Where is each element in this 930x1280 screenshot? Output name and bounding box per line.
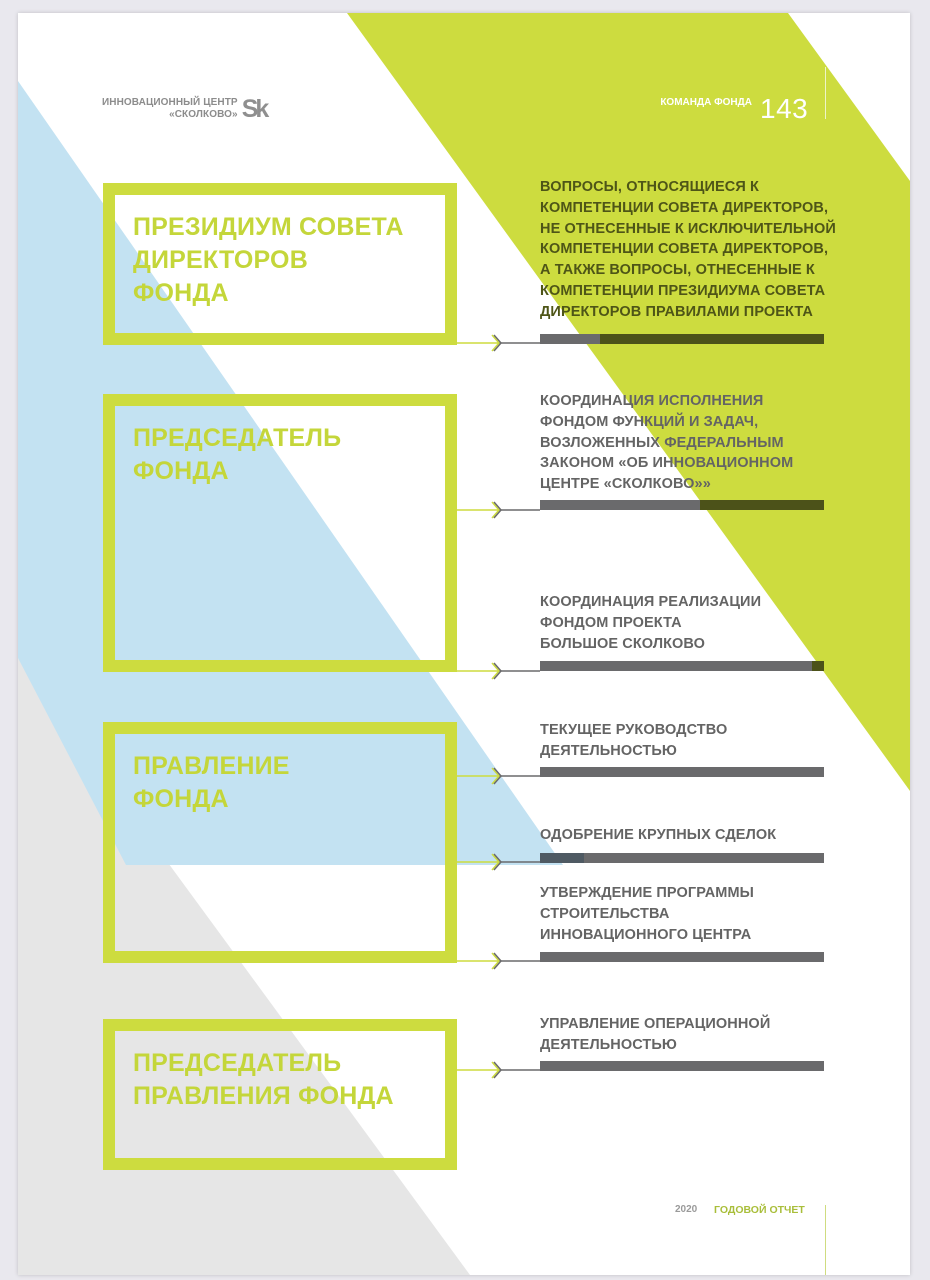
body-title-line: ДИРЕКТОРОВ [133, 246, 308, 274]
footer-divider [825, 1205, 826, 1275]
function-line: ВОПРОСЫ, ОТНОСЯЩИЕСЯ К [540, 179, 759, 195]
function-line: ФОНДОМ ПРОЕКТА [540, 614, 682, 631]
connector-layer [18, 13, 910, 1275]
connector-arrow-icon [457, 953, 540, 969]
function-line: ВОЗЛОЖЕННЫХ ФЕДЕРАЛЬНЫМ [540, 434, 784, 451]
sk-logo-mark-icon: Sk [241, 95, 267, 123]
function-line: НЕ ОТНЕСЕННЫЕ К ИСКЛЮЧИТЕЛЬНОЙ [540, 220, 836, 237]
function-line: А ТАКЖЕ ВОПРОСЫ, ОТНЕСЕННЫЕ К [540, 262, 815, 279]
function-line: ДЕЯТЕЛЬНОСТЬЮ [540, 1036, 677, 1053]
body-title-line: ПРЕДСЕДАТЕЛЬ [133, 424, 342, 452]
function-line: ДЕЯТЕЛЬНОСТЬЮ [540, 742, 677, 759]
function-line: ДИРЕКТОРОВ ПРАВИЛАМИ ПРОЕКТА [540, 303, 813, 320]
function-line: ОДОБРЕНИЕ КРУПНЫХ СДЕЛОК [540, 827, 777, 843]
function-line: КОМПЕТЕНЦИИ СОВЕТА ДИРЕКТОРОВ, [540, 241, 829, 258]
logo-line-1: ИННОВАЦИОННЫЙ ЦЕНТР [102, 97, 238, 108]
function-line: ИННОВАЦИОННОГО ЦЕНТРА [540, 926, 752, 943]
connector-arrow-icon [457, 854, 540, 870]
function-line: СТРОИТЕЛЬСТВА [540, 905, 670, 922]
function-line: УТВЕРЖДЕНИЕ ПРОГРАММЫ [540, 885, 754, 901]
function-line: УПРАВЛЕНИЕ ОПЕРАЦИОННОЙ [540, 1016, 771, 1032]
function-line: ЦЕНТРЕ «СКОЛКОВО»» [540, 476, 711, 493]
function-line: КООРДИНАЦИЯ ИСПОЛНЕНИЯ [540, 393, 764, 409]
body-title-line: ПРЕЗИДИУМ СОВЕТА [133, 213, 404, 241]
body-title-line: ФОНДА [133, 785, 229, 813]
footer-year: 2020 [675, 1204, 698, 1215]
body-title-line: ФОНДА [133, 457, 229, 485]
function-line: БОЛЬШОЕ СКОЛКОВО [540, 635, 706, 652]
function-line: КОМПЕТЕНЦИИ СОВЕТА ДИРЕКТОРОВ, [540, 199, 829, 216]
body-title-line: ПРАВЛЕНИЕ [133, 752, 290, 780]
function-line: КООРДИНАЦИЯ РЕАЛИЗАЦИИ [540, 594, 762, 610]
connector-arrow-icon [457, 502, 540, 518]
connector-arrow-icon [457, 768, 540, 784]
report-page [18, 13, 910, 1275]
connector-arrow-icon [457, 663, 540, 679]
function-line: ЗАКОНОМ «ОБ ИННОВАЦИОННОМ [540, 455, 794, 472]
footer-title: ГОДОВОЙ ОТЧЕТ [714, 1204, 805, 1216]
section-title: КОМАНДА ФОНДА [660, 97, 752, 108]
body-title-line: ПРАВЛЕНИЯ ФОНДА [133, 1082, 394, 1110]
body-title-line: ПРЕДСЕДАТЕЛЬ [133, 1049, 342, 1077]
page-number: 143 [760, 93, 809, 124]
function-line: ФОНДОМ ФУНКЦИЙ И ЗАДАЧ, [540, 413, 759, 430]
connector-arrow-icon [457, 335, 540, 351]
connector-arrow-icon [457, 1062, 540, 1078]
body-title-line: ФОНДА [133, 279, 229, 307]
function-line: КОМПЕТЕНЦИИ ПРЕЗИДИУМА СОВЕТА [540, 282, 826, 299]
function-line: ТЕКУЩЕЕ РУКОВОДСТВО [540, 722, 728, 738]
logo-line-2: «СКОЛКОВО» [169, 109, 238, 120]
